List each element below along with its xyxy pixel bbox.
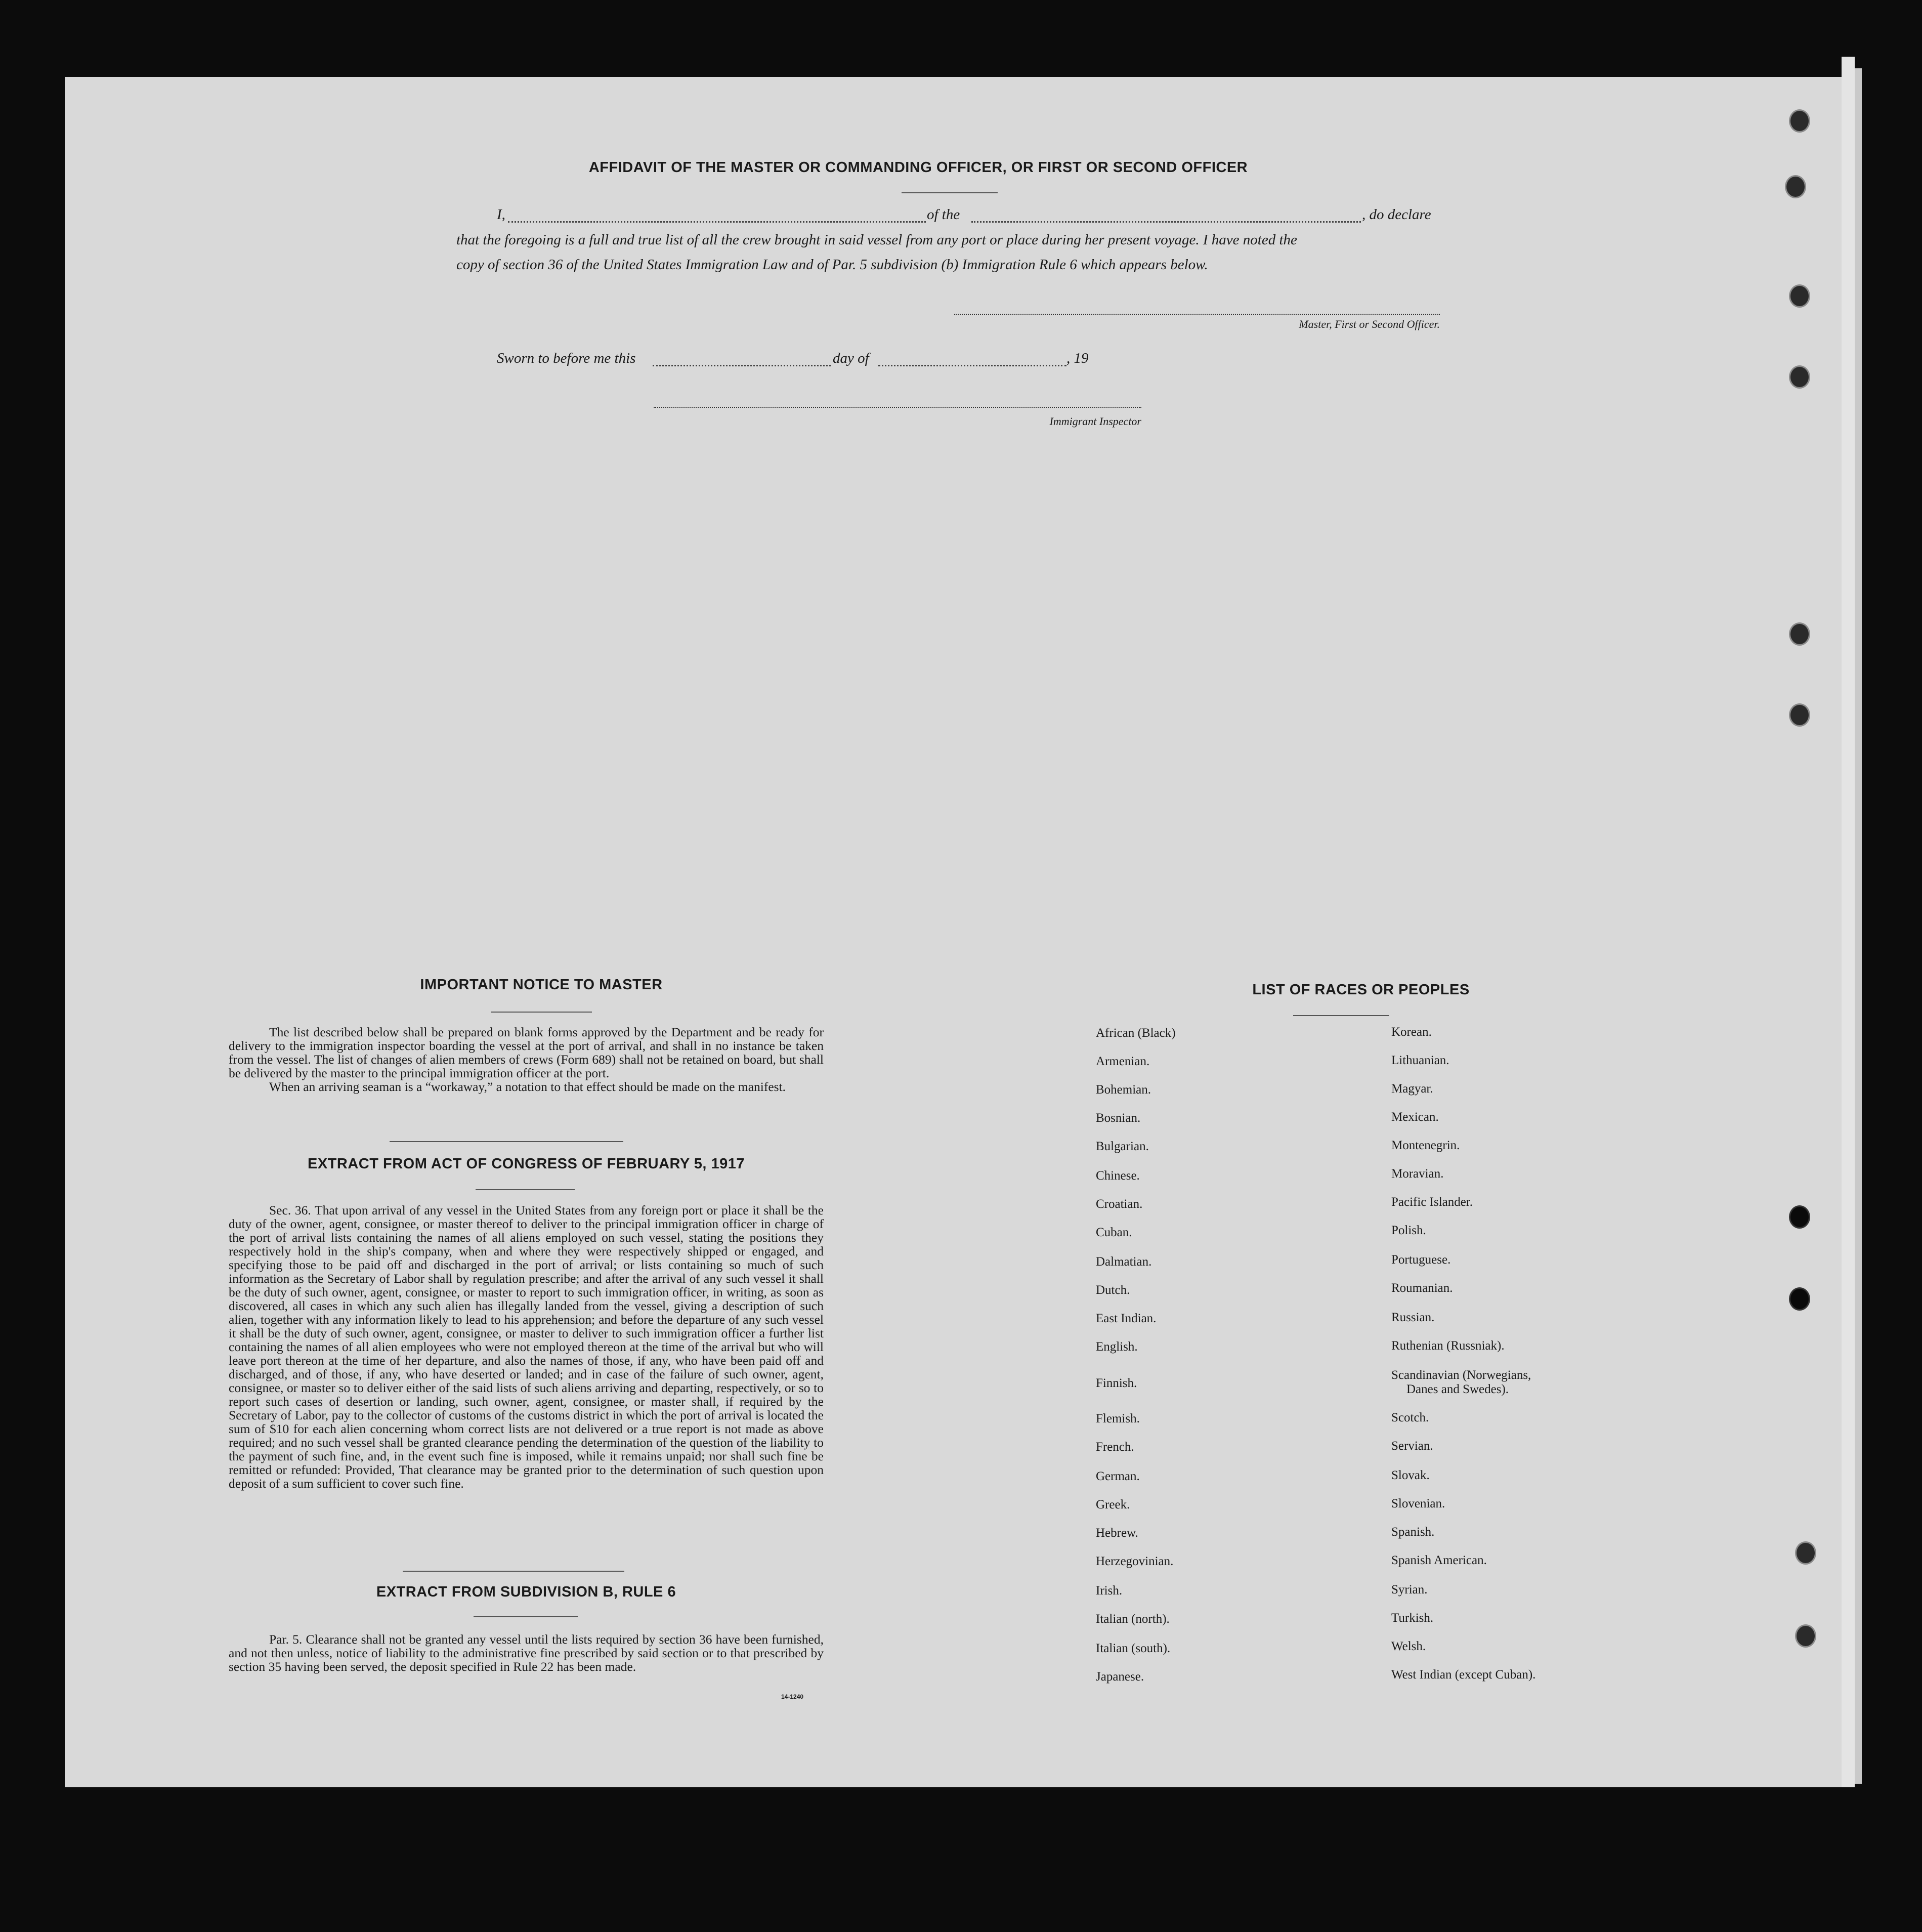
race-item: Dutch.	[1096, 1283, 1130, 1297]
name-field[interactable]	[508, 221, 926, 223]
divider	[476, 1189, 575, 1190]
race-item: Slovak.	[1391, 1468, 1430, 1482]
race-item: Japanese.	[1096, 1670, 1144, 1684]
race-item: Greek.	[1096, 1498, 1130, 1511]
race-item: Polish.	[1391, 1224, 1426, 1237]
master-signature-label: Master, First or Second Officer.	[1299, 318, 1440, 330]
race-item: Chinese.	[1096, 1169, 1140, 1183]
race-item: Mexican.	[1391, 1110, 1439, 1124]
affidavit-i: I,	[497, 206, 505, 223]
race-item: Pacific Islander.	[1391, 1195, 1473, 1209]
inspector-label: Immigrant Inspector	[1049, 415, 1141, 428]
sworn-day-field[interactable]	[653, 365, 831, 366]
race-item: Bulgarian.	[1096, 1140, 1149, 1153]
affidavit-title: AFFIDAVIT OF THE MASTER OR COMMANDING OFFICER, OR FIRST OR SECOND OFFICER	[588, 159, 1248, 176]
act-body	[229, 1203, 824, 1490]
punch-hole-icon	[1785, 175, 1806, 198]
race-item: West Indian (except Cuban).	[1391, 1668, 1536, 1682]
punch-hole-icon	[1789, 622, 1810, 646]
act-title: EXTRACT FROM ACT OF CONGRESS OF FEBRUARY 5, 1917	[307, 1156, 745, 1172]
punch-hole-icon	[1789, 284, 1810, 308]
notice-body	[229, 1025, 824, 1094]
divider	[474, 1616, 578, 1617]
race-item: Moravian.	[1391, 1167, 1444, 1181]
divider	[491, 1012, 592, 1013]
notice-paragraph: The list described below shall be prepared on blank forms approved by the Department and be ready for delivery to the immigration inspector boarding the vessel at the port of arrival, and shall in no instance be taken from the vessel. The list of changes of alien members of crews (Form 689) shall not be retained on board, but shall be delivered by the master to the principal immigration officer at the port.	[229, 1025, 824, 1080]
master-signature-line[interactable]	[954, 314, 1440, 315]
act-paragraph: Sec. 36. That upon arrival of any vessel in the United States from any foreign port or place it shall be the duty of the owner, agent, consignee, or master thereof to deliver to the principal immigration officer in charge of the port of arrival lists containing the names of all aliens employed on such vessel, stating the positions they respectively hold in the ship's company, when and where they were respectively shipped or engaged, and specifying those to be paid off and discharged in the port of arrival; or lists containing so much of such information as the Secretary of Labor shall by regulation prescribe; and after the arrival of any such vessel it shall be the duty of such owner, agent, consignee, or master to report to such immigration officer, in writing, as soon as discovered, all cases in which any such alien has illegally landed from the vessel, giving a description of such alien, together with any information likely to lead to his apprehension; and before the departure of any such vessel it shall be the duty of such owner, agent, consignee, or master to deliver to such immigration officer a further list containing the names of all alien employees who were not employed thereon at the time of the arrival but who will leave port thereon at the time of her departure, and also the names of those, if any, who have been paid off and discharged, and of those, if any, who have deserted or landed; and in case of the failure of such owner, agent, consignee, or master so to deliver either of the said lists of such aliens arriving and departing, respectively, or so to report such cases of desertion or landing, such owner, agent, consignee, or master shall, if required by the Secretary of Labor, pay to the collector of customs of the customs district in which the port of arrival is located the sum of $10 for each alien concerning whom correct lists are not delivered or a true report is not made as above required; and no such vessel shall be granted clearance pending the determination of the question of the liability to the payment of such fine, and, in the event such fine is imposed, while it remains unpaid; nor shall such fine be remitted or refunded: Provided, That clearance may be granted prior to the determination of such question upon deposit of a sum sufficient to cover such fine.	[229, 1203, 824, 1491]
race-item: Slovenian.	[1391, 1497, 1445, 1510]
day-of-label: day of	[833, 350, 869, 366]
race-item: Magyar.	[1391, 1082, 1433, 1096]
race-item: Montenegrin.	[1391, 1139, 1460, 1152]
divider	[902, 192, 998, 193]
race-item: Irish.	[1096, 1584, 1123, 1598]
sworn-label: Sworn to before me this	[497, 350, 636, 366]
race-item: German.	[1096, 1469, 1140, 1483]
race-item: Welsh.	[1391, 1640, 1426, 1653]
race-item: Italian (north).	[1096, 1612, 1170, 1626]
race-item: Lithuanian.	[1391, 1054, 1449, 1067]
race-item: Cuban.	[1096, 1226, 1132, 1239]
race-item: Bosnian.	[1096, 1111, 1141, 1125]
rule-title: EXTRACT FROM SUBDIVISION B, RULE 6	[376, 1584, 676, 1600]
race-item: Danes and Swedes).	[1406, 1382, 1509, 1396]
affidavit-line3: copy of section 36 of the United States Immigration Law and of Par. 5 subdivision (b) Immigration Rule 6 which appears below.	[456, 257, 1208, 273]
inspector-signature-line[interactable]	[654, 407, 1141, 408]
divider	[390, 1141, 623, 1142]
page-edge	[1842, 57, 1855, 1787]
affidavit-of-the: of the	[927, 206, 960, 223]
punch-hole-icon	[1789, 1287, 1810, 1311]
race-item: Scotch.	[1391, 1411, 1429, 1424]
race-item: Flemish.	[1096, 1412, 1140, 1425]
rule-paragraph: Par. 5. Clearance shall not be granted any vessel until the lists required by section 36 have been furnished, and not then unless, notice of liability to the administrative fine prescribed by said section or to that prescribed by section 35 having been served, the deposit specified in Rule 22 has been made.	[229, 1632, 824, 1674]
race-item: Syrian.	[1391, 1583, 1428, 1597]
race-item: French.	[1096, 1440, 1134, 1454]
punch-hole-icon	[1789, 365, 1810, 389]
affidavit-declare: , do declare	[1362, 206, 1431, 223]
form-number: 14-1240	[781, 1693, 804, 1700]
document-page	[65, 77, 1842, 1787]
year-label: , 19	[1066, 350, 1089, 366]
race-item: Scandinavian (Norwegians,	[1391, 1368, 1531, 1382]
races-title: LIST OF RACES OR PEOPLES	[1252, 982, 1470, 998]
race-item: Ruthenian (Russniak).	[1391, 1339, 1505, 1353]
race-item: Spanish.	[1391, 1525, 1435, 1539]
race-item: Turkish.	[1391, 1611, 1434, 1625]
race-item: Finnish.	[1096, 1376, 1137, 1390]
race-item: Russian.	[1391, 1311, 1435, 1324]
race-item: Korean.	[1391, 1025, 1432, 1039]
affidavit-line2: that the foregoing is a full and true list of all the crew brought in said vessel from any port or place during her present voyage. I have noted the	[456, 232, 1297, 248]
divider	[1293, 1015, 1389, 1016]
vessel-field[interactable]	[971, 221, 1361, 223]
race-item: Portuguese.	[1391, 1253, 1451, 1267]
race-item: Bohemian.	[1096, 1083, 1151, 1097]
race-item: Servian.	[1391, 1439, 1433, 1453]
race-item: African (Black)	[1096, 1026, 1176, 1040]
race-item: Dalmatian.	[1096, 1255, 1152, 1269]
punch-hole-icon	[1789, 1205, 1810, 1229]
notice-paragraph: When an arriving seaman is a “workaway,” a notation to that effect should be made on the manifest.	[269, 1079, 786, 1094]
notice-title: IMPORTANT NOTICE TO MASTER	[420, 977, 663, 993]
race-item: Hebrew.	[1096, 1526, 1138, 1540]
race-item: East Indian.	[1096, 1312, 1157, 1325]
page-edge	[1855, 68, 1862, 1784]
sworn-month-field[interactable]	[878, 365, 1066, 366]
race-item: Croatian.	[1096, 1197, 1143, 1211]
punch-hole-icon	[1795, 1541, 1816, 1565]
race-item: Spanish American.	[1391, 1553, 1487, 1567]
rule-body	[229, 1632, 824, 1673]
race-item: Herzegovinian.	[1096, 1555, 1174, 1568]
race-item: English.	[1096, 1340, 1138, 1354]
race-item: Armenian.	[1096, 1055, 1150, 1068]
punch-hole-icon	[1795, 1624, 1816, 1648]
divider	[403, 1571, 624, 1572]
punch-hole-icon	[1789, 109, 1810, 133]
race-item: Italian (south).	[1096, 1642, 1171, 1655]
race-item: Roumanian.	[1391, 1281, 1453, 1295]
punch-hole-icon	[1789, 703, 1810, 727]
